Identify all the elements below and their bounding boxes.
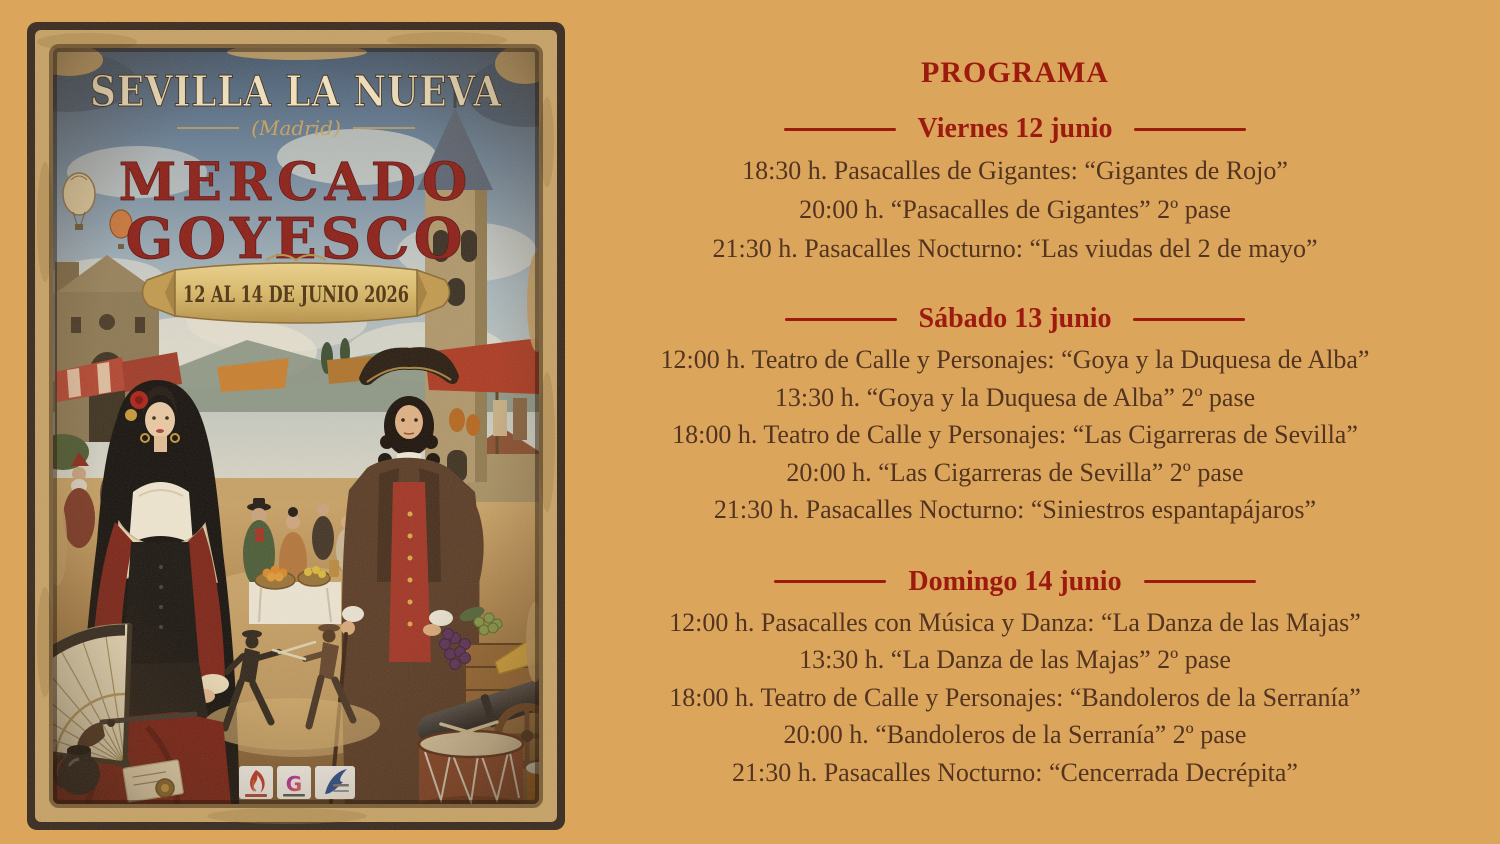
event-item: 20:00 h. “Las Cigarreras de Sevilla” 2º pase — [786, 457, 1244, 487]
day-section-domingo — [565, 565, 1465, 792]
event-item: 12:00 h. Teatro de Calle y Personajes: “Goya y la Duquesa de Alba” — [660, 345, 1370, 374]
event-item: 21:30 h. Pasacalles Nocturno: “Las viudas del 2 de mayo” — [712, 234, 1318, 263]
day-section-sabado — [565, 302, 1465, 529]
header-rule-right — [1134, 128, 1246, 131]
event-item: 12:00 h. Pasacalles con Música y Danza: “La Danza de las Majas” — [669, 607, 1361, 637]
event-item: 21:30 h. Pasacalles Nocturno: “Siniestros espantapájaros” — [713, 495, 1317, 524]
poster-grain-texture — [27, 22, 565, 830]
header-rule-right — [1133, 318, 1245, 321]
event-item: 18:30 h. Pasacalles de Gigantes: “Gigantes de Rojo” — [742, 156, 1288, 185]
event-item: 20:00 h. “Bandoleros de la Serranía” 2º pase — [783, 720, 1247, 749]
day-events — [565, 151, 1465, 268]
day-label: Domingo 14 junio — [908, 565, 1122, 597]
header-rule-left — [784, 128, 896, 131]
day-section-viernes — [565, 112, 1465, 268]
day-header — [565, 302, 1465, 336]
program-title: PROGRAMA — [921, 56, 1109, 89]
day-events — [565, 341, 1465, 529]
header-rule-left — [785, 318, 897, 321]
day-header — [565, 565, 1465, 599]
header-rule-left — [774, 580, 886, 583]
event-item: 13:30 h. “Goya y la Duquesa de Alba” 2º pase — [774, 382, 1256, 412]
event-poster — [27, 22, 565, 830]
day-header — [565, 112, 1465, 146]
event-item: 21:30 h. Pasacalles Nocturno: “Cencerrada Decrépita” — [732, 757, 1298, 787]
event-item: 18:00 h. Teatro de Calle y Personajes: “Las Cigarreras de Sevilla” — [672, 420, 1358, 449]
header-rule-right — [1144, 580, 1256, 583]
day-label: Sábado 13 junio — [918, 303, 1112, 334]
event-item: 13:30 h. “La Danza de las Majas” 2º pase — [799, 645, 1231, 674]
day-events — [565, 604, 1465, 792]
program-panel — [565, 0, 1465, 791]
event-item: 20:00 h. “Pasacalles de Gigantes” 2º pase — [799, 195, 1231, 224]
event-item: 18:00 h. Teatro de Calle y Personajes: “Bandoleros de la Serranía” — [669, 682, 1361, 712]
day-label: Viernes 12 junio — [917, 113, 1113, 144]
